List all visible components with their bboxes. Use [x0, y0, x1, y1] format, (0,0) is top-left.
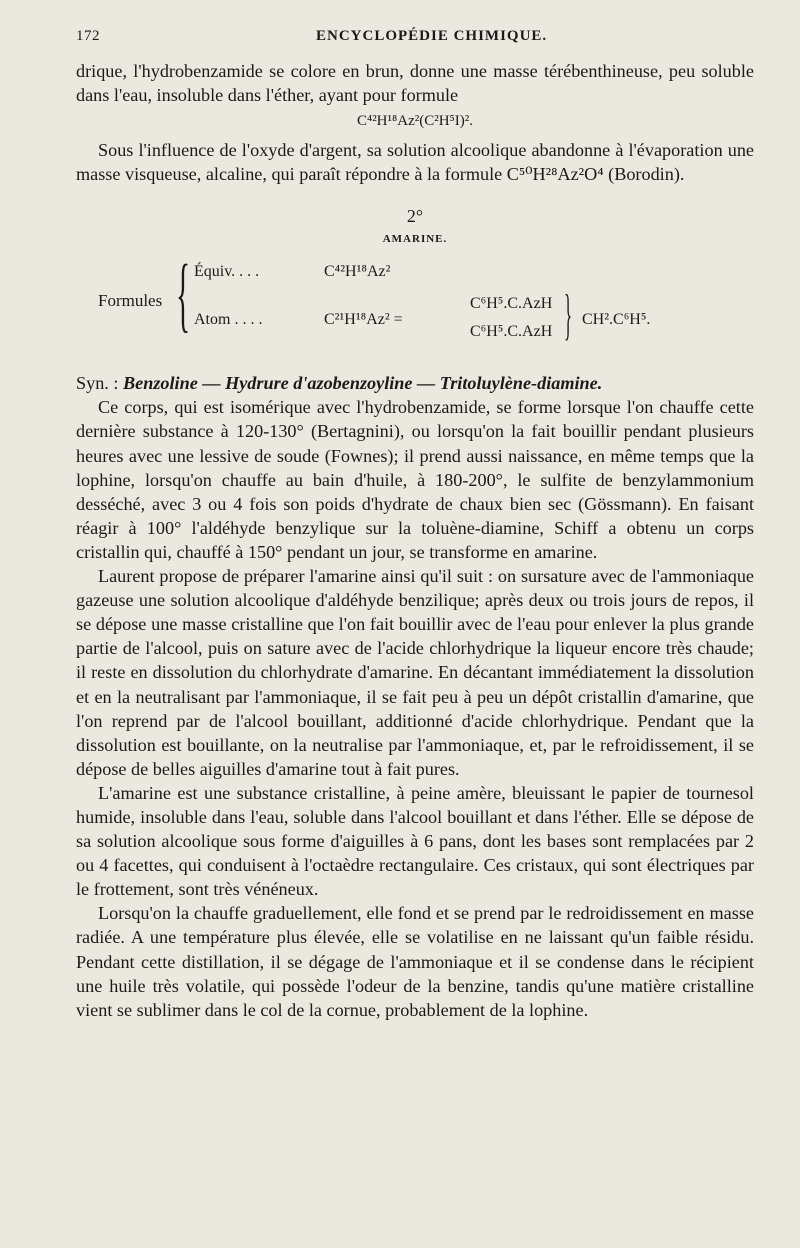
atom-formula-right: CH².C⁶H⁵. — [582, 311, 651, 329]
synonyms-prefix: Syn. : — [76, 373, 119, 394]
body-paragraph-3: L'amarine est une substance cristalline, à peine amère, bleuissant le papier de tournesol humide, insoluble dans l'eau, soluble dans l'alcool bouillant et dans l'éther. Elle se dépose de sa solution alcoolique sous forme d'aiguilles à 6 pans, dont les bases sont remplacées par 2 ou 4 facettes, qui conduisent à l'octaèdre rectangulaire. Ces cristaux, qui sont électriques par le frottement, sont très vénéneux. — [76, 782, 754, 900]
section-title: AMARINE. — [382, 233, 448, 246]
intro-paragraph: drique, l'hydrobenzamide se colore en brun, donne une masse térébenthineuse, peu soluble dans l'eau, insoluble dans l'éther, ayant pour formule — [76, 61, 754, 106]
atom-label: Atom . . . . — [194, 311, 263, 329]
body-paragraph-2: Laurent propose de préparer l'amarine ainsi qu'il suit : on sursature avec de l'ammoniaque gazeuse une solution alcoolique d'aldéhyde benzilique; après deux ou trois jours de repos, il se dépose une masse cristalline que l'on fait bouillir avec de l'eau pour enlever la plus grande partie de l'alcool, puis on sature avec de l'acide chlorhydrique la liqueur encore très chaude; il reste en dissolution du chlorhydrate d'amarine. En décantant immédiatement la dissolution et en la neutralisant par l'ammoniaque, il se fait peu à peu un dépôt cristallin d'amarine, que l'on reprend par de l'alcool bouillant, additionné d'acide chlorhydrique. Pendant que la dissolution est bouillante, on la neutralise par l'ammoniaque, et, par le refroidissement, il se dépose de belles aiguilles d'amarine tout à fait pures. — [76, 566, 754, 779]
equiv-label: Équiv. . . . — [194, 263, 260, 281]
synonyms-text: Benzoline — Hydrure d'azobenzoyline — Tritoluylène-diamine. — [123, 373, 603, 394]
page-number: 172 — [76, 28, 100, 44]
section-number: 2° — [406, 206, 424, 227]
synonyms-line — [76, 371, 754, 395]
atom-formula-left: C²¹H¹⁸Az² = — [324, 311, 403, 329]
equiv-formula: C⁴²H¹⁸Az² — [324, 263, 391, 281]
right-brace-glyph: } — [564, 284, 573, 347]
formulas-label: Formules — [98, 291, 163, 311]
page-header — [76, 28, 754, 45]
atom-formula-top: C⁶H⁵.C.AzH — [470, 295, 553, 313]
body-paragraph-4: Lorsqu'on la chauffe graduellement, elle fond et se prend par le redroidissement en masse radiée. A une température plus élevée, elle se volatilise en ne laissant qu'un faible résidu. Pendant cette distillation, il se dégage de l'ammoniaque et il se condense dans le récipient une huile très volatile, qui possède l'odeur de la benzine, tandis qu'une matière cristalline vient se sublimer dans le col de la cornue, probablement de la lophine. — [76, 903, 754, 1020]
running-title: ENCYCLOPÉDIE CHIMIQUE. — [316, 28, 548, 44]
atom-formula-bottom: C⁶H⁵.C.AzH — [470, 323, 553, 341]
body-paragraph-1: Ce corps, qui est isomérique avec l'hydrobenzamide, se forme lorsque l'on chauffe cette dernière substance à 120-130° (Bertagnini), ou lorsqu'on la fait bouillir pendant plusieurs heures avec une lessive de soude (Fownes); il prend aussi naissance, en même temps que la lophine, lorsqu'on chauffe au bain d'huile, à 180-200°, le sulfite de benzylammonium desséché, avec 3 ou 4 fois son poids d'hydrate de chaux bien sec (Gössmann). En faisant réagir à 100° l'aldéhyde benzylique sur la toluène-diamine, Schiff a obtenu un corps cristallin qui, chauffé à 150° pendant un jour, se transforme en amarine. — [76, 397, 754, 562]
intro-paragraph-2: Sous l'influence de l'oxyde d'argent, sa solution alcoolique abandonne à l'évaporation une masse visqueuse, alcaline, qui paraît répondre à la formule C⁵⁰H²⁸Az²O⁴ (Borodin). — [76, 140, 754, 185]
formula-line: C⁴²H¹⁸Az²(C²H⁵I)². — [356, 113, 474, 130]
left-brace-glyph: { — [176, 248, 191, 342]
formulas-block — [76, 248, 754, 361]
